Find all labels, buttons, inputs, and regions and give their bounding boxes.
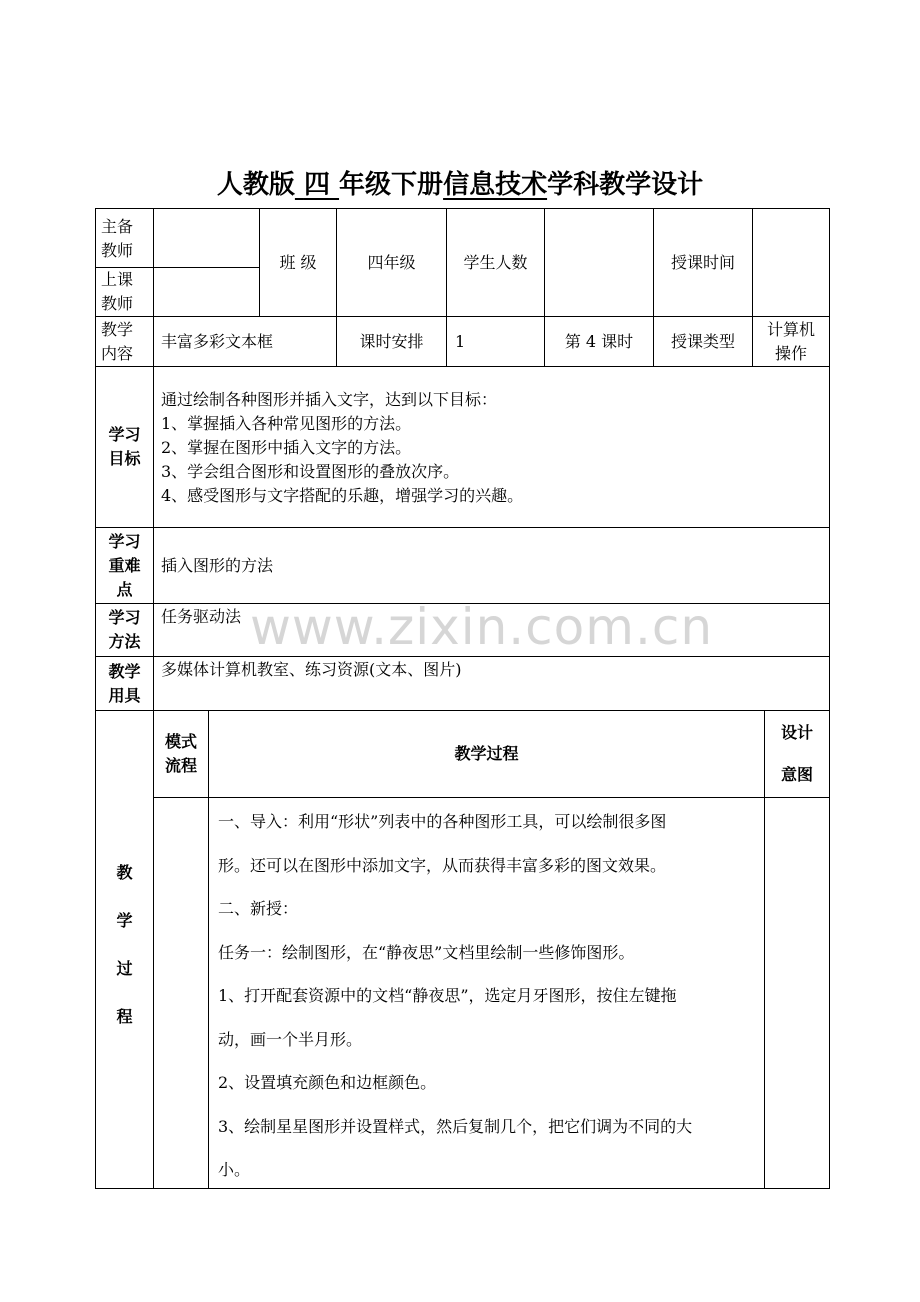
process-line: 任务一：绘制图形，在“静夜思”文档里绘制一些修饰图形。 [218, 942, 635, 962]
class-value: 四年级 [367, 252, 416, 272]
process-line: 二、新授： [218, 899, 299, 918]
goal-line: 1、掌握插入各种常见图形的方法。 [161, 414, 412, 433]
schedule-label: 课时安排 [359, 331, 424, 351]
students-label: 学生人数 [463, 252, 528, 272]
main-teacher-value [154, 209, 259, 267]
difficulty-label: 学习重难点 [108, 531, 141, 599]
document-title [0, 163, 920, 207]
title-subject: 信息技术 [443, 170, 548, 200]
type-value: 计算机操作 [766, 319, 815, 363]
tools-label: 教学用具 [108, 661, 141, 705]
mode-header: 模式流程 [164, 732, 197, 775]
class-teacher-label: 上课教师 [101, 270, 134, 313]
difficulty-value: 插入图形的方法 [161, 555, 274, 575]
schedule-value: 1 [455, 331, 466, 351]
title-grade: 四 [303, 170, 330, 200]
goal-line: 2、掌握在图形中插入文字的方法。 [161, 438, 412, 457]
intent-header: 设计意图 [780, 723, 813, 784]
process-line: 1、打开配套资源中的文档“静夜思”，选定月牙图形，按住左键拖 [218, 986, 677, 1005]
process-side-label: 教学过程 [116, 862, 133, 1026]
title-suffix: 学科教学设计 [547, 170, 704, 200]
period-value: 第 4 课时 [564, 331, 634, 351]
process-line: 3、绘制星星图形并设置样式，然后复制几个，把它们调为不同的大 [218, 1116, 693, 1136]
process-line: 形。还可以在图形中添加文字，从而获得丰富多彩的图文效果。 [218, 855, 667, 875]
process-content [218, 800, 760, 1192]
time-value [753, 209, 829, 316]
method-label: 学习方法 [108, 608, 141, 651]
class-teacher-value [154, 268, 259, 316]
title-prefix: 人教版 [216, 170, 295, 200]
students-value [545, 209, 653, 316]
title-mid: 年级下册 [339, 170, 444, 200]
class-label: 班 级 [279, 252, 317, 272]
type-label: 授课类型 [670, 331, 735, 351]
content-label: 教学内容 [101, 319, 134, 363]
watermark: www.zixin.com.cn [250, 598, 714, 656]
process-line: 动，画一个半月形。 [218, 1029, 363, 1049]
content-value: 丰富多彩文本框 [161, 331, 274, 351]
process-line: 小。 [218, 1160, 251, 1179]
time-label: 授课时间 [670, 252, 735, 272]
process-line: 2、设置填充颜色和边框颜色。 [218, 1073, 437, 1092]
goals-label: 学习目标 [108, 425, 141, 468]
main-teacher-label: 主备教师 [101, 217, 134, 260]
process-header: 教学过程 [454, 744, 519, 763]
tools-value: 多媒体计算机教室、练习资源(文本、图片) [161, 660, 462, 679]
goal-line: 3、学会组合图形和设置图形的叠放次序。 [161, 462, 460, 481]
goal-line: 4、感受图形与文字搭配的乐趣，增强学习的兴趣。 [161, 486, 524, 505]
goals-content [161, 388, 821, 508]
method-value: 任务驱动法 [161, 607, 242, 626]
goal-line: 通过绘制各种图形并插入文字，达到以下目标： [161, 390, 498, 409]
process-line: 一、导入：利用“形状”列表中的各种图形工具，可以绘制很多图 [218, 812, 667, 831]
